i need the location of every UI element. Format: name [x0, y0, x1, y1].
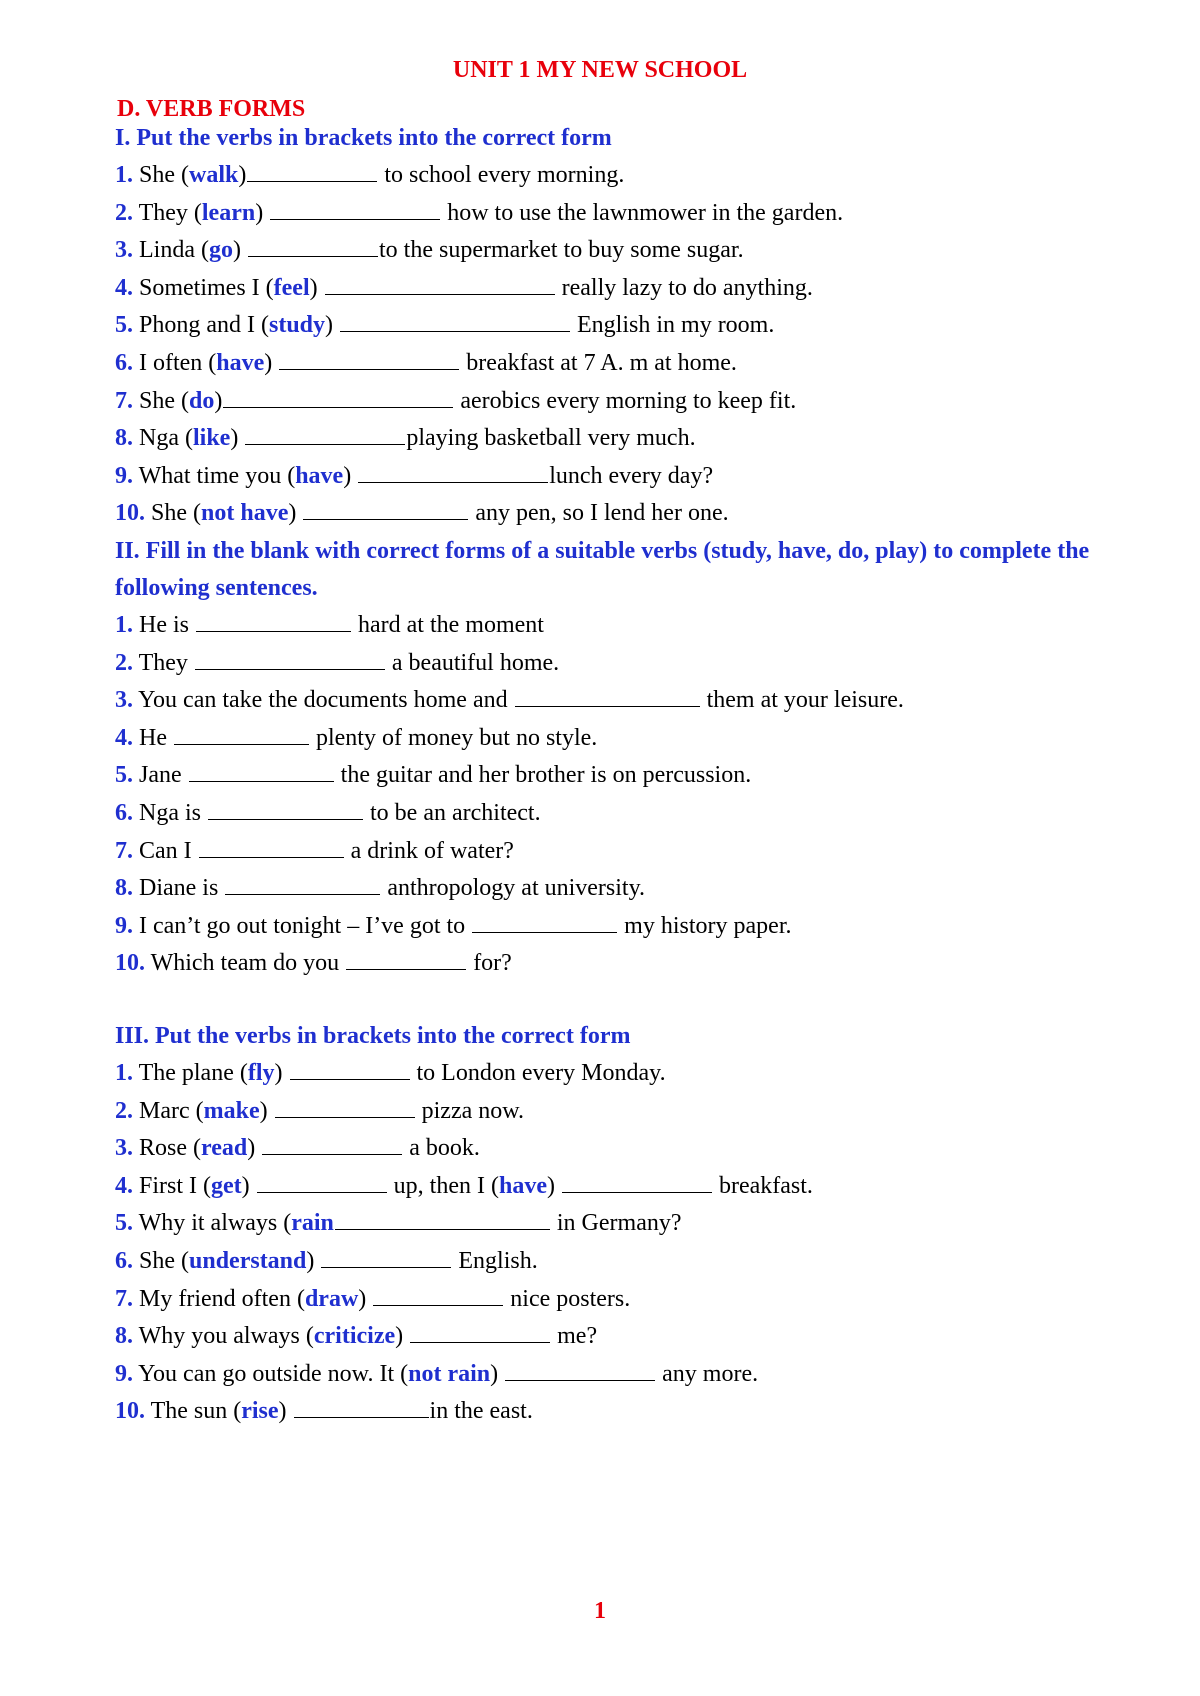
answer-blank[interactable]	[248, 236, 378, 257]
bracket-verb: criticize	[313, 1323, 396, 1350]
sentence-text: Why it always (	[133, 1210, 292, 1237]
sentence-text: up, then I (	[387, 1172, 499, 1199]
item-number: 8.	[115, 425, 133, 452]
exercise-item	[115, 1205, 1135, 1243]
sentence-text: I often (	[133, 349, 217, 376]
item-number: 4.	[115, 1172, 133, 1199]
answer-blank[interactable]	[294, 1397, 429, 1418]
sentence-text: )	[358, 1285, 373, 1312]
exercise-item	[115, 1318, 1135, 1356]
answer-blank[interactable]	[340, 311, 570, 332]
sentence-text: She (	[133, 387, 189, 414]
exercise-item	[115, 495, 1135, 533]
exercise-item	[115, 1393, 1135, 1431]
sentence-text: in Germany?	[550, 1210, 682, 1237]
sentence-text: a book.	[403, 1135, 480, 1162]
sentence-text: Rose (	[133, 1135, 201, 1162]
sentence-text: pizza now.	[415, 1097, 525, 1124]
answer-blank[interactable]	[199, 837, 344, 858]
sentence-text: Sometimes I (	[133, 274, 274, 301]
exercise-item	[115, 270, 1135, 308]
sentence-text: Marc (	[133, 1097, 204, 1124]
sentence-text: They (	[133, 199, 202, 226]
page-number: 1	[594, 1598, 606, 1624]
sentence-text: breakfast.	[712, 1172, 813, 1199]
sentence-text: Which team do you	[145, 950, 346, 977]
exercise-item	[115, 307, 1135, 345]
exercise-item	[115, 345, 1135, 383]
answer-blank[interactable]	[208, 799, 363, 820]
bracket-verb: not rain	[408, 1360, 491, 1387]
item-number: 5.	[115, 312, 133, 339]
sentence-text: What time you (	[133, 462, 296, 489]
sentence-text: )	[230, 425, 245, 452]
exercise-item	[115, 607, 1135, 645]
item-number: 6.	[115, 1247, 133, 1274]
exercise-item	[115, 157, 1135, 195]
item-number: 10.	[115, 1398, 145, 1425]
exercise-item	[115, 908, 1135, 946]
sentence-text: them at your leisure.	[700, 687, 904, 714]
exercise-item	[115, 833, 1135, 871]
bracket-verb: go	[208, 237, 233, 264]
answer-blank[interactable]	[321, 1247, 451, 1268]
bracket-verb: like	[192, 425, 231, 452]
sentence-text: )	[309, 274, 324, 301]
exercise-item	[115, 383, 1135, 421]
answer-blank[interactable]	[247, 161, 377, 182]
item-number: 7.	[115, 387, 133, 414]
item-number: 5.	[115, 1210, 133, 1237]
item-number: 9.	[115, 912, 133, 939]
answer-blank[interactable]	[262, 1134, 402, 1155]
answer-blank[interactable]	[346, 949, 466, 970]
answer-blank[interactable]	[562, 1172, 712, 1193]
exercise-item	[115, 195, 1135, 233]
sentence-text: English in my room.	[571, 312, 775, 339]
answer-blank[interactable]	[472, 912, 617, 933]
exercise-list	[115, 607, 1135, 983]
sentence-text: You can go outside now. It (	[133, 1360, 409, 1387]
bracket-verb: have	[498, 1172, 547, 1199]
exercise-section-3	[115, 1018, 1135, 1431]
exercise-item	[115, 1093, 1135, 1131]
sentence-text: )	[343, 462, 358, 489]
sentence-text: English.	[452, 1247, 538, 1274]
sentence-text: in the east.	[429, 1398, 533, 1425]
exercise-item	[115, 1055, 1135, 1093]
sentence-text: He is	[133, 612, 195, 638]
answer-blank[interactable]	[223, 387, 453, 408]
exercise-item	[115, 420, 1135, 458]
answer-blank[interactable]	[245, 424, 405, 445]
sentence-text: She (	[133, 162, 189, 188]
sentence-text: Jane	[133, 762, 188, 789]
sentence-text: )	[325, 312, 340, 339]
exercise-item	[115, 458, 1135, 496]
sentence-text: First I (	[133, 1172, 211, 1199]
bracket-verb: not have	[201, 500, 289, 527]
sentence-text: nice posters.	[504, 1285, 631, 1312]
sentence-text: Why you always (	[133, 1323, 314, 1350]
item-number: 6.	[115, 799, 133, 826]
sentence-text: to the supermarket to buy some sugar.	[378, 237, 744, 264]
answer-blank[interactable]	[225, 874, 380, 895]
exercise-list	[115, 157, 1135, 533]
item-number: 8.	[115, 1323, 133, 1350]
bracket-verb: read	[201, 1135, 248, 1162]
item-number: 4.	[115, 724, 133, 751]
answer-blank[interactable]	[195, 649, 385, 670]
exercise-title: I. Put the verbs in brackets into the correct form	[115, 125, 612, 151]
sentence-text: )	[490, 1360, 505, 1387]
bracket-verb: understand	[189, 1247, 307, 1274]
exercise-item	[115, 1243, 1135, 1281]
answer-blank[interactable]	[373, 1285, 503, 1306]
item-number: 2.	[115, 649, 133, 676]
sentence-text: )	[306, 1247, 321, 1274]
sentence-text: He	[133, 724, 173, 751]
exercise-item	[115, 1130, 1135, 1168]
sentence-text: Linda (	[133, 237, 209, 264]
sentence-text: )	[546, 1172, 561, 1199]
sentence-text: hard at the moment	[352, 612, 544, 638]
sentence-text: The plane (	[133, 1060, 248, 1086]
item-number: 8.	[115, 875, 133, 902]
exercise-item	[115, 870, 1135, 908]
item-number: 3.	[115, 1135, 133, 1162]
sentence-text: )	[259, 1097, 274, 1124]
sentence-text: )	[238, 162, 247, 188]
page-title: UNIT 1 MY NEW SCHOOL	[452, 57, 748, 83]
sentence-text: anthropology at university.	[381, 875, 646, 902]
sentence-text: really lazy to do anything.	[555, 274, 813, 301]
sentence-text: aerobics every morning to keep fit.	[454, 387, 797, 414]
exercise-list	[115, 1055, 1135, 1431]
sentence-text: the guitar and her brother is on percussion.	[334, 762, 752, 789]
item-number: 1.	[115, 162, 133, 188]
bracket-verb: do	[189, 387, 215, 414]
sentence-text: to be an architect.	[364, 799, 541, 826]
sentence-text: Diane is	[133, 875, 225, 902]
exercise-item	[115, 682, 1135, 720]
sentence-text: )	[247, 1135, 262, 1162]
item-number: 3.	[115, 237, 133, 264]
bracket-verb: fly	[247, 1060, 275, 1086]
sentence-text: me?	[551, 1323, 598, 1350]
item-number: 9.	[115, 1360, 133, 1387]
sentence-text: lunch every day?	[549, 462, 714, 489]
answer-blank[interactable]	[303, 499, 468, 520]
item-number: 5.	[115, 762, 133, 789]
item-number: 2.	[115, 1097, 133, 1124]
item-number: 1.	[115, 612, 133, 638]
bracket-verb: learn	[201, 199, 256, 226]
section-heading-verb-forms: D. VERB FORMS	[117, 96, 306, 122]
item-number: 3.	[115, 687, 133, 714]
answer-blank[interactable]	[174, 724, 309, 745]
bracket-verb: have	[295, 462, 344, 489]
sentence-text: )	[214, 387, 223, 414]
answer-blank[interactable]	[275, 1097, 415, 1118]
exercise-title: III. Put the verbs in brackets into the correct form	[115, 1023, 631, 1049]
sentence-text: playing basketball very much.	[406, 425, 696, 452]
bracket-verb: walk	[189, 162, 239, 188]
exercise-item	[115, 645, 1135, 683]
item-number: 9.	[115, 462, 133, 489]
sentence-text: )	[241, 1172, 256, 1199]
sentence-text: any more.	[656, 1360, 759, 1387]
answer-blank[interactable]	[189, 761, 334, 782]
sentence-text: She (	[145, 500, 201, 527]
answer-blank[interactable]	[270, 199, 440, 220]
bracket-verb: have	[216, 349, 265, 376]
sentence-text: plenty of money but no style.	[309, 724, 598, 751]
sentence-text: My friend often (	[133, 1285, 305, 1312]
sentence-text: Nga (	[133, 425, 193, 452]
bracket-verb: draw	[304, 1285, 359, 1312]
answer-blank[interactable]	[325, 274, 555, 295]
sentence-text: )	[395, 1323, 410, 1350]
sentence-text: to school every morning.	[378, 162, 625, 188]
item-number: 7.	[115, 1285, 133, 1312]
answer-blank[interactable]	[358, 462, 548, 483]
sentence-text: my history paper.	[618, 912, 792, 939]
bracket-verb: feel	[273, 274, 310, 301]
sentence-text: )	[274, 1060, 289, 1086]
sentence-text: )	[288, 500, 303, 527]
item-number: 4.	[115, 274, 133, 301]
exercise-item	[115, 720, 1135, 758]
sentence-text: They	[133, 649, 194, 676]
answer-blank[interactable]	[335, 1209, 550, 1230]
bracket-verb: get	[211, 1172, 242, 1199]
exercise-item	[115, 1168, 1135, 1206]
answer-blank[interactable]	[515, 686, 700, 707]
item-number: 2.	[115, 199, 133, 226]
exercise-section-1	[115, 120, 1135, 533]
exercise-title: II. Fill in the blank with correct forms of a suitable verbs (study, have, do, play) to complete the following sentences.	[115, 538, 1090, 601]
sentence-text: a drink of water?	[344, 837, 514, 864]
answer-blank[interactable]	[290, 1059, 410, 1080]
item-number: 10.	[115, 950, 145, 977]
sentence-text: You can take the documents home and	[133, 687, 514, 714]
bracket-verb: rise	[241, 1398, 279, 1425]
sentence-text: She (	[133, 1247, 189, 1274]
exercise-item	[115, 757, 1135, 795]
answer-blank[interactable]	[505, 1360, 655, 1381]
sentence-text: )	[232, 237, 247, 264]
bracket-verb: study	[268, 312, 326, 339]
answer-blank[interactable]	[410, 1322, 550, 1343]
item-number: 10.	[115, 500, 145, 527]
answer-blank[interactable]	[257, 1172, 387, 1193]
sentence-text: )	[264, 349, 279, 376]
answer-blank[interactable]	[196, 611, 351, 632]
sentence-text: breakfast at 7 A. m at home.	[460, 349, 737, 376]
item-number: 7.	[115, 837, 133, 864]
answer-blank[interactable]	[279, 349, 459, 370]
item-number: 1.	[115, 1060, 133, 1086]
sentence-text: Nga is	[133, 799, 207, 826]
sentence-text: how to use the lawnmower in the garden.	[441, 199, 844, 226]
sentence-text: to London every Monday.	[410, 1060, 666, 1086]
sentence-text: )	[278, 1398, 293, 1425]
exercise-item	[115, 232, 1135, 270]
bracket-verb: rain	[291, 1210, 334, 1237]
sentence-text: )	[255, 199, 270, 226]
exercise-item	[115, 945, 1135, 983]
sentence-text: Can I	[133, 837, 198, 864]
exercise-section-2	[115, 533, 1135, 983]
sentence-text: a beautiful home.	[385, 649, 560, 676]
sentence-text: I can’t go out tonight – I’ve got to	[133, 912, 472, 939]
item-number: 6.	[115, 349, 133, 376]
sentence-text: The sun (	[145, 1398, 242, 1425]
sentence-text: for?	[467, 950, 512, 977]
sentence-text: Phong and I (	[133, 312, 269, 339]
bracket-verb: make	[203, 1097, 260, 1124]
exercise-item	[115, 1281, 1135, 1319]
exercise-item	[115, 1356, 1135, 1394]
sentence-text: any pen, so I lend her one.	[469, 500, 729, 527]
exercise-item	[115, 795, 1135, 833]
